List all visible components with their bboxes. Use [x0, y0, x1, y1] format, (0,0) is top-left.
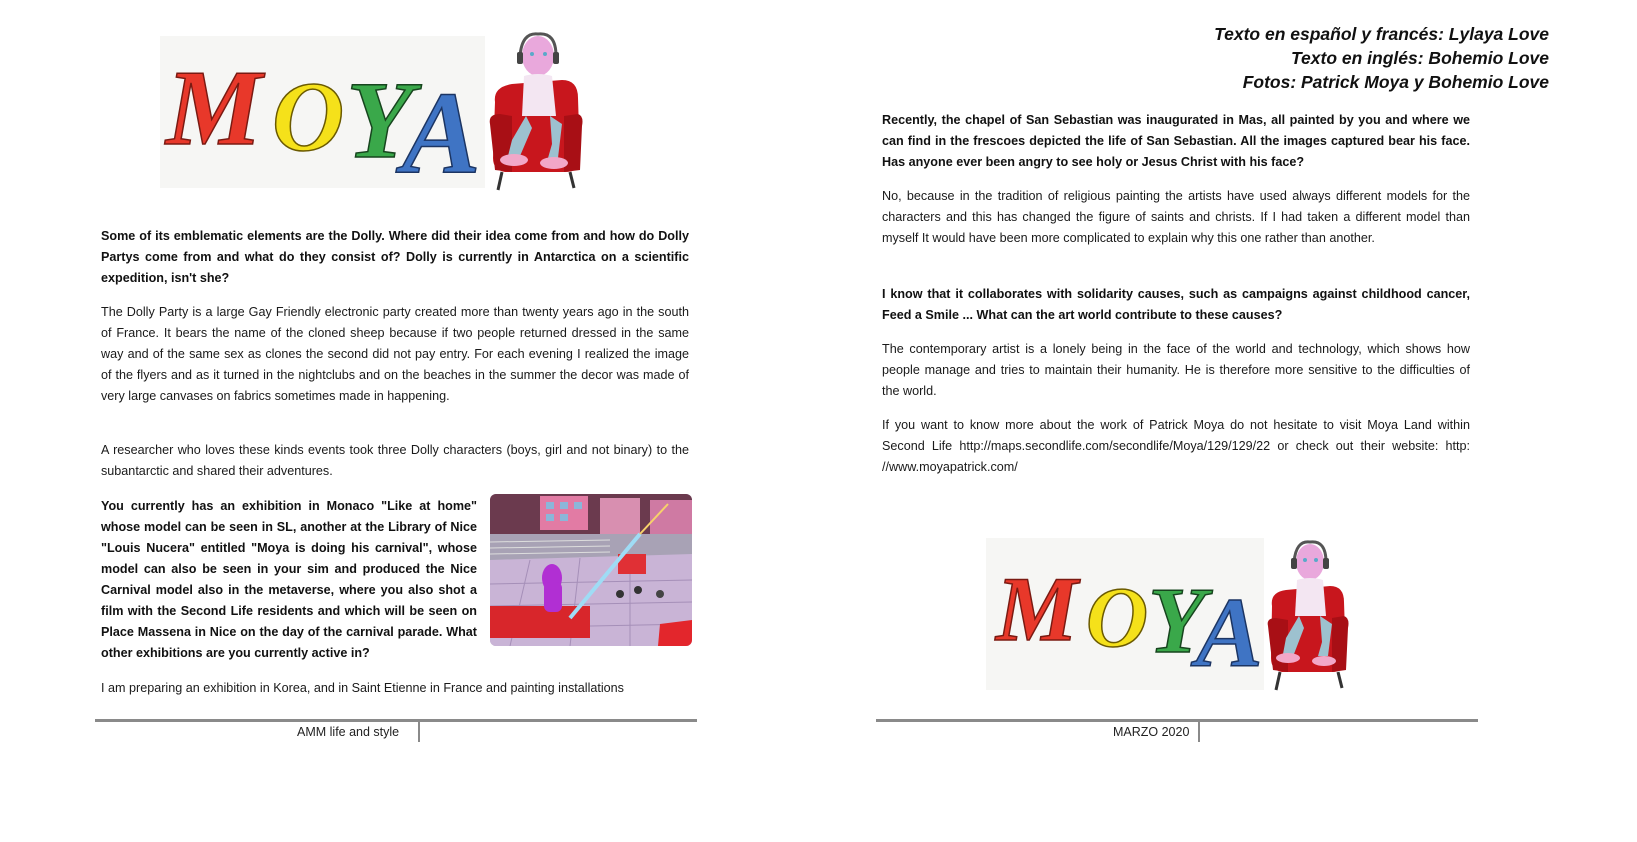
- avatar-armchair-icon: [1268, 542, 1349, 690]
- credits: [1214, 22, 1549, 94]
- question-chapel: Recently, the chapel of San Sebastian was inaugurated in Mas, all painted by you and where we can find in the frescoes depicted the life of San Sebastian. All the images captured bear his face. Has anyone ever been angry to see holy or Jesus Christ with his face?: [882, 113, 1470, 169]
- question-solidarity: I know that it collaborates with solidarity causes, such as campaigns against childhood cancer, Feed a Smile ... What can the art world contribute to these causes?: [882, 287, 1470, 322]
- avatar-armchair-icon: [490, 34, 583, 190]
- logo-letter-m: M: [996, 558, 1078, 660]
- question-exhibitions: You currently has an exhibition in Monaco "Like at home" whose model can be seen in SL, another at the Library of Nice "Louis Nucera" entitled "Moya is doing his carnival", whose model can also be seen in your sim and produced the Nice Carnival model also in the metaverse, where you also shot a film with the Second Life residents and which will be seen on Place Massena in Nice on the day of the carnival parade. What other exhibitions are you currently active in?: [101, 499, 477, 660]
- moya-logo: [160, 32, 630, 192]
- logo-letter-o: O: [272, 61, 345, 172]
- second-life-carnival-scene-photo: [490, 494, 692, 646]
- answer-exhibitions: I am preparing an exhibition in Korea, and in Saint Etienne in France and painting installations: [101, 681, 624, 695]
- logo-letter-y: Y: [1148, 569, 1206, 673]
- moya-logo-bottom: [986, 538, 1386, 694]
- footer-issue-date: MARZO 2020: [1113, 725, 1190, 739]
- logo-letter-y: Y: [346, 59, 414, 181]
- answer-solidarity: The contemporary artist is a lonely being in the face of the world and technology, which shows how people manage and tries to maintain their humanity. He is therefore more sensitive to the difficulties of the world.: [882, 342, 1470, 398]
- moya-logo-graphic: [160, 32, 630, 192]
- footer-divider: [1198, 722, 1200, 742]
- credit-photos: Fotos: Patrick Moya y Bohemio Love: [1242, 72, 1549, 92]
- logo-letter-o: O: [1086, 569, 1149, 665]
- answer-dolly-researcher: A researcher who loves these kinds events took three Dolly characters (boys, girl and not binary) to the subantarctic and shared their adventures.: [101, 443, 689, 478]
- footer-rule: [95, 719, 697, 722]
- footer-divider: [418, 722, 420, 742]
- left-page: [0, 0, 818, 842]
- footer-rule: [876, 719, 1478, 722]
- logo-letter-a: A: [402, 67, 481, 192]
- answer-dolly-party: The Dolly Party is a large Gay Friendly electronic party created more than twenty years ago in the south of France. It bears the name of the cloned sheep because if two people returned dressed in the same way and of the same sex as clones the second did not pay entry. For each evening I realized the image of the flyers and as it turned in the nightclubs and on the beaches in the summer the decor was made of very large canvases on fabrics sometimes made in happening.: [101, 305, 689, 403]
- right-page: [818, 0, 1637, 842]
- logo-letter-m: M: [166, 49, 263, 168]
- logo-letter-a: A: [1196, 577, 1263, 688]
- credit-english: Texto en inglés: Bohemio Love: [1291, 48, 1549, 68]
- footer-magazine-name: AMM life and style: [297, 725, 400, 739]
- carnival-photo: [490, 494, 692, 646]
- moya-logo-graphic: [986, 538, 1386, 694]
- question-dolly: Some of its emblematic elements are the Dolly. Where did their idea come from and how do Dolly Partys come from and what do they consist of? Dolly is currently in Antarctica on a scientific expedition, isn't she?: [101, 229, 689, 285]
- closing-info: If you want to know more about the work of Patrick Moya do not hesitate to visit Moya Land within Second Life http://maps.secondlife.com/secondlife/Moya/129/129/22 or check out their website: http: //www.moyapatrick.com/: [882, 418, 1470, 474]
- credit-spanish-french: Texto en español y francés: Lylaya Love: [1214, 24, 1549, 44]
- answer-chapel: No, because in the tradition of religious painting the artists have used always different models for the characters and this has changed the figure of saints and christs. If I had taken a different model than myself It would have been more complicated to explain why this one rather than another.: [882, 189, 1470, 245]
